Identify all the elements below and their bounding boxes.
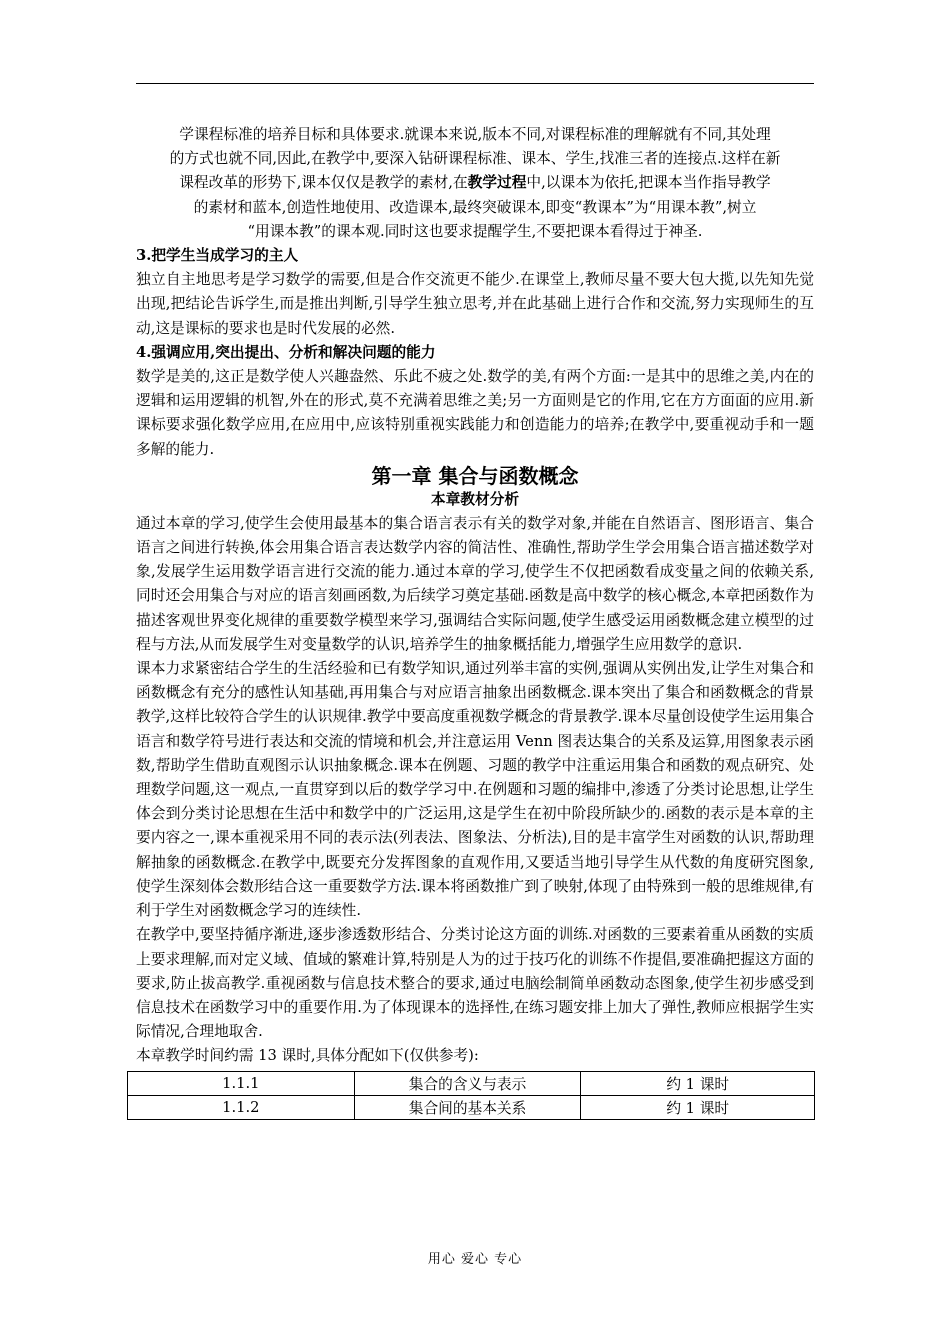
intro-text: 课程改革的形势下,课本仅仅是教学的素材,在	[179, 174, 468, 192]
page-content	[136, 123, 814, 1120]
table-row	[128, 1095, 815, 1119]
intro-line: “用课本教”的课本观.同时这也要求提醒学生,不要把课本看得过于神圣.	[247, 222, 703, 240]
table-row	[128, 1071, 815, 1095]
intro-line: 学课程标准的培养目标和具体要求.就课本来说,版本不同,对课程标准的理解就有不同,其处理	[179, 126, 771, 143]
page-footer: 用心 爱心 专心	[427, 1252, 523, 1267]
section-heading: 3.把学生当成学习的主人	[136, 247, 299, 265]
header-rule	[136, 83, 814, 84]
emphasis-text: 教学过程	[467, 174, 527, 192]
table-cell-topic: 集合的含义与表示	[354, 1071, 581, 1095]
table-cell-section: 1.1.1	[128, 1071, 355, 1095]
chapter-paragraph: 通过本章的学习,使学生会使用最基本的集合语言表示有关的数学对象,并能在自然语言、图形语言、集合语言之间进行转换,体会用集合语言表达数学内容的简洁性、准确性,帮助学生学会用集合语言描述数学对象,发展学生运用数学语言进行交流的能力.通过本章的学习,使学生不仅把函数看成变量之间的依赖关系,同时还会用集合与对应的语言刻画函数,为后续学习奠定基础.函数是高中数学的核心概念,本章把函数作为描述客观世界变化规律的重要数学模型来学习,强调结合实际问题,使学生感受运用函数概念建立模型的过程与方法,从而发展学生对变量数学的认识,培养学生的抽象概括能力,增强学生应用数学的意识.	[136, 514, 814, 653]
section-heading: 4.强调应用,突出提出、分析和解决问题的能力	[136, 343, 436, 361]
table-cell-hours: 约 1 课时	[581, 1071, 815, 1095]
table-cell-hours: 约 1 课时	[581, 1095, 815, 1119]
intro-line: 的方式也就不同,因此,在教学中,要深入钻研课程标准、课本、学生,找准三者的连接点.这样在新	[169, 150, 781, 168]
intro-line: 的素材和蓝本,创造性地使用、改造课本,最终突破课本,即变“教课本”为“用课本教”,树立	[193, 198, 757, 216]
chapter-paragraph: 在教学中,要坚持循序渐进,逐步渗透数形结合、分类讨论这方面的训练.对函数的三要素着重从函数的实质上要求理解,而对定义域、值域的繁难计算,特别是人为的过于技巧化的训练不作提倡,要准确把握这方面的要求,防止拔高教学.重视函数与信息技术整合的要求,通过电脑绘制简单函数动态图象,使学生初步感受到信息技术在函数学习中的重要作用.为了体现课本的选择性,在练习题安排上加大了弹性,教师应根据学生实际情况,合理地取舍.	[136, 926, 814, 1041]
chapter-paragraph: 课本力求紧密结合学生的生活经验和已有数学知识,通过列举丰富的实例,强调从实例出发,让学生对集合和函数概念有充分的感性认知基础,再用集合与对应语言抽象出函数概念.课本突出了集合和函数概念的背景教学,这样比较符合学生的认识规律.教学中要高度重视数学概念的背景教学.课本尽量创设使学生运用集合语言和数学符号进行表达和交流的情境和机会,并注意运用 Venn 图表达集合的关系及运算,用图象表示函数,帮助学生借助直观图示认识抽象概念.课本在例题、习题的教学中注重运用集合和函数的观点研究、处理数学问题,这一观点,一直贯穿到以后的数学学习中.在例题和习题的编排中,渗透了分类讨论思想,让学生体会到分类讨论思想在生活中和数学中的广泛运用,这是学生在初中阶段所缺少的.函数的表示是本章的主要内容之一,课本重视采用不同的表示法(列表法、图象法、分析法),目的是丰富学生对函数的认识,帮助理解抽象的函数概念.在教学中,既要充分发挥图象的直观作用,又要适当地引导学生从代数的角度研究图象,使学生深刻体会数形结合这一重要数学方法.课本将函数推广到了映射,体现了由特殊到一般的思维规律,有利于学生对函数概念学习的连续性.	[136, 660, 814, 920]
intro-line	[136, 171, 814, 195]
table-cell-section: 1.1.2	[128, 1095, 355, 1119]
schedule-table	[127, 1071, 815, 1120]
section-paragraph: 独立自主地思考是学习数学的需要,但是合作交流更不能少.在课堂上,教师尽量不要大包大揽,以先知先觉出现,把结论告诉学生,而是推出判断,引导学生独立思考,并在此基础上进行合作和交流,努力实现师生的互动,这是课标的要求也是时代发展的必然.	[136, 271, 814, 337]
table-cell-topic: 集合间的基本关系	[354, 1095, 581, 1119]
chapter-paragraph: 本章教学时间约需 13 课时,具体分配如下(仅供参考):	[136, 1047, 479, 1065]
chapter-subtitle: 本章教材分析	[430, 490, 520, 508]
section-paragraph: 数学是美的,这正是数学使人兴趣盎然、乐此不疲之处.数学的美,有两个方面:一是其中的思维之美,内在的逻辑和运用逻辑的机智,外在的形式,莫不充满着思维之美;另一方面则是它的作用,它在方方面面的应用.新课标要求强化数学应用,在应用中,应该特别重视实践能力和创造能力的培养;在教学中,要重视动手和一题多解的能力.	[136, 368, 814, 458]
intro-text: 中,以课本为依托,把课本当作指导教学	[526, 174, 771, 192]
chapter-title: 第一章 集合与函数概念	[371, 463, 579, 488]
